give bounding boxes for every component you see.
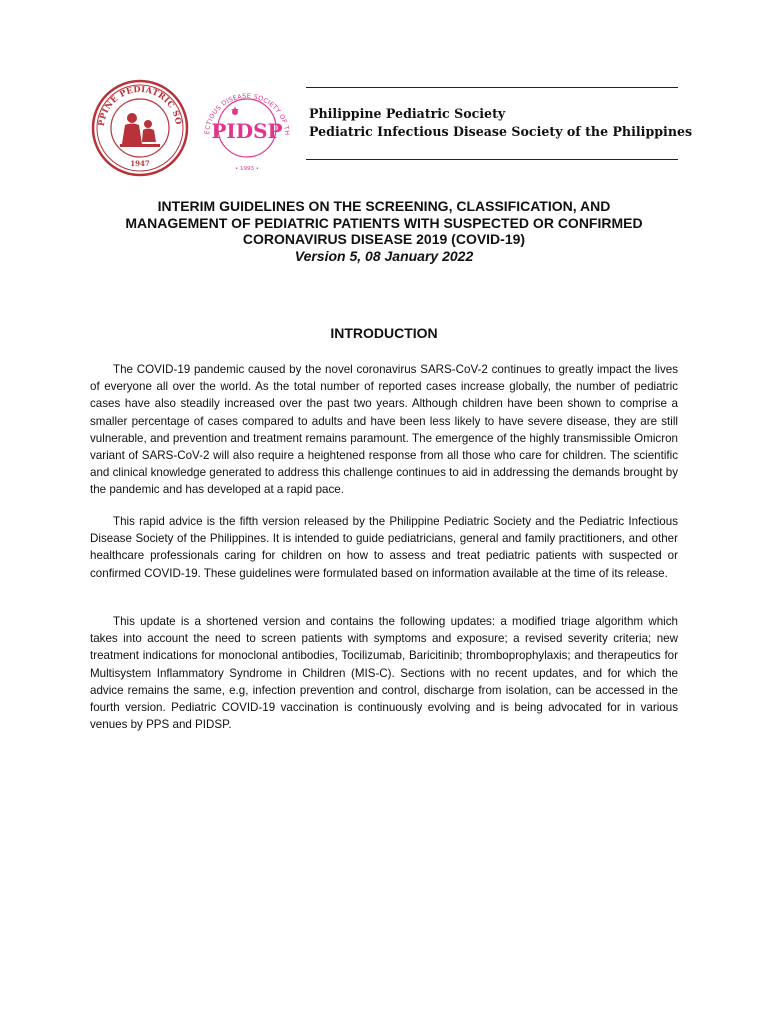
svg-text:PIDSP: PIDSP — [211, 119, 283, 143]
pidsp-seal-logo-icon — [197, 78, 297, 178]
svg-text:PHILIPPINE PEDIATRIC SOCIETY: PPINE PEDIATRIC SO — [95, 83, 184, 127]
section-heading: INTRODUCTION — [330, 325, 438, 341]
svg-text:PEDIATRIC INFECTIOUS DISEASE S: ECTIOUS DISEASE SOCIETY OF TH — [202, 91, 292, 136]
title-line: MANAGEMENT OF PEDIATRIC PATIENTS WITH SUSPECTED OR CONFIRMED — [125, 214, 643, 231]
svg-text:• 1993 •: • 1993 • — [235, 166, 259, 172]
header-bottom-rule — [306, 159, 678, 160]
document-title — [70, 198, 698, 264]
body-paragraph: The COVID-19 pandemic caused by the novel coronavirus SARS-CoV-2 continues to greatly impact the lives of everyone all over the world. As the total number of reported cases increase globally, the number of pediatric cases have also steadily increased over the past two years. Although children have been shown to comprise a smaller percentage of cases compared to adults and have been less likely to have severe disease, they are still vulnerable, and prevention and treatment remains paramount. The emergence of the highly transmissible Omicron variant of SARS-CoV-2 will also require a heightened response from all those who care for children. The scientific and clinical knowledge generated to address this challenge continues to aid in addressing the demands brought by the pandemic and has developed at a rapid pace. — [90, 363, 678, 497]
title-line: CORONAVIRUS DISEASE 2019 (COVID-19) — [242, 231, 526, 247]
svg-text:1947: 1947 — [130, 159, 150, 168]
body-paragraph: This update is a shortened version and contains the following updates: a modified triage algorithm which takes into account the need to screen patients with symptoms and exposure; a revised severity criteria; new treatment indications for monoclonal antibodies, Tocilizumab, Baricitinib; thromboprophylaxis; and therapeutics for Multisystem Inflammatory Syndrome in Children (MIS-C). Sections with no recent updates, and for which the advice remains the same, e.g, infection prevention and control, discharge from isolation, can be accessed in the fourth version. Pediatric COVID-19 vaccination is continuously evolving and is being advocated for in various venues by PPS and PIDSP. — [90, 615, 678, 732]
organization-name-pidsp: Pediatric Infectious Disease Society of the Philippines — [309, 124, 693, 139]
header-top-rule — [306, 87, 678, 88]
body-paragraph: This rapid advice is the fifth version released by the Philippine Pediatric Society and the Pediatric Infectious Disease Society of the Philippines. It is intended to guide pediatricians, general and family practitioners, and other healthcare professionals caring for children on how to assess and treat pediatric patients with suspected or confirmed COVID-19. These guidelines were formulated based on information available at the time of its release. — [90, 515, 678, 580]
organization-name-pps: Philippine Pediatric Society — [309, 106, 506, 121]
pps-seal-logo-icon — [90, 78, 190, 178]
title-line: INTERIM GUIDELINES ON THE SCREENING, CLASSIFICATION, AND — [157, 198, 611, 214]
document-version: Version 5, 08 January 2022 — [294, 247, 474, 264]
